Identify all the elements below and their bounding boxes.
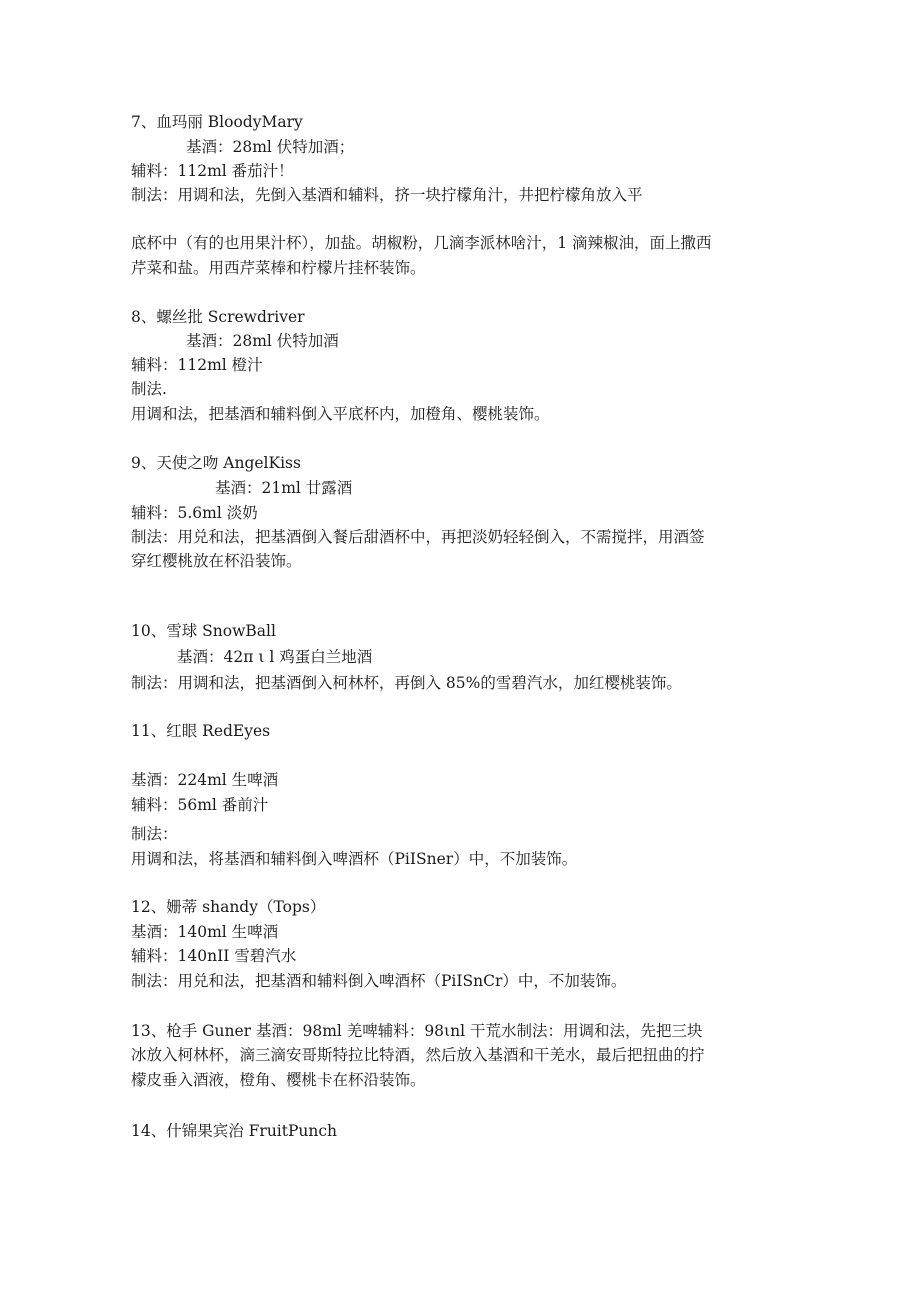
recipe-10-method: 制法：用调和法，把基酒倒入柯林杯，再倒入 85%的雪碧汽水，加红樱桃装饰。 bbox=[131, 674, 682, 692]
recipe-9-title: 9、天使之吻 AngelKiss bbox=[131, 454, 301, 472]
recipe-8-method-label: 制法. bbox=[131, 380, 167, 398]
recipe-11-title: 11、红眼 RedEyes bbox=[131, 722, 271, 740]
recipe-9-base: 基酒：21ml 廿露酒 bbox=[215, 479, 353, 497]
recipe-10-base: 基酒：42π ι l 鸡蛋白兰地酒 bbox=[177, 648, 373, 666]
recipe-12-base: 基酒：140ml 生啤酒 bbox=[131, 923, 279, 941]
recipe-13-text-cont: 檬皮垂入酒液，橙角、樱桃卡在杯沿装饰。 bbox=[131, 1071, 426, 1089]
recipe-9-aux: 辅料：5.6ml 淡奶 bbox=[131, 504, 258, 522]
recipe-7-method: 制法：用调和法，先倒入基酒和辅料，挤一块拧檬角汁，井把柠檬角放入平 bbox=[131, 186, 643, 204]
recipe-13-text-cont: 冰放入柯林杯，滴三滴安哥斯特拉比特酒，然后放入基酒和干羌水，最后把扭曲的拧 bbox=[131, 1046, 705, 1064]
recipe-7-aux: 辅料：112ml 番茄汁！ bbox=[131, 162, 294, 180]
recipe-8-aux: 辅料：112ml 橙汁 bbox=[131, 356, 263, 374]
recipe-8-method: 用调和法，把基酒和辅料倒入平底杯内，加橙角、樱桃装饰。 bbox=[131, 405, 550, 423]
recipe-11-aux: 辅料：56ml 番前汁 bbox=[131, 796, 269, 814]
recipe-11-method: 用调和法，将基酒和辅料倒入啤酒杯（PiISner）中，不加装饰。 bbox=[131, 850, 578, 868]
recipe-8-title: 8、螺丝批 Screwdriver bbox=[131, 308, 305, 326]
recipe-12-aux: 辅料：140nII 雪碧汽水 bbox=[131, 947, 297, 965]
recipe-8-base: 基酒：28ml 伏特加酒 bbox=[186, 332, 339, 350]
recipe-13-text: 13、枪手 Guner 基酒：98ml 羌啤辅料：98ιnl 干荒水制法：用调和法，先把三块 bbox=[131, 1022, 703, 1040]
recipe-12-title: 12、姗蒂 shandy（Tops） bbox=[131, 898, 326, 916]
recipe-14-title: 14、什锦果宾治 FruitPunch bbox=[131, 1122, 338, 1140]
recipe-11-base: 基酒：224ml 生啤酒 bbox=[131, 771, 279, 789]
recipe-9-method-cont: 穿红樱桃放在杯沿装饰。 bbox=[131, 552, 302, 570]
recipe-10-title: 10、雪球 SnowBall bbox=[131, 622, 276, 640]
recipe-7-method-cont: 底杯中（有的也用果汁杯），加盐。胡椒粉，几滴李派林啥汁，1 滴辣椒油，面上撒西 bbox=[131, 234, 712, 252]
recipe-11-method-label: 制法： bbox=[131, 825, 178, 843]
recipe-7-title: 7、血玛丽 BloodyMary bbox=[131, 113, 303, 131]
recipe-9-method: 制法：用兑和法，把基酒倒入餐后甜酒杯中，再把淡奶轻轻倒入，不需搅拌，用酒签 bbox=[131, 528, 705, 546]
recipe-12-method: 制法：用兑和法，把基酒和辅料倒入啤酒杯（PiISnCr）中，不加装饰。 bbox=[131, 972, 627, 990]
recipe-7-base: 基酒：28ml 伏特加酒； bbox=[186, 138, 355, 156]
recipe-7-method-cont: 芹菜和盐。用西芹菜棒和柠檬片挂杯装饰。 bbox=[131, 259, 426, 277]
